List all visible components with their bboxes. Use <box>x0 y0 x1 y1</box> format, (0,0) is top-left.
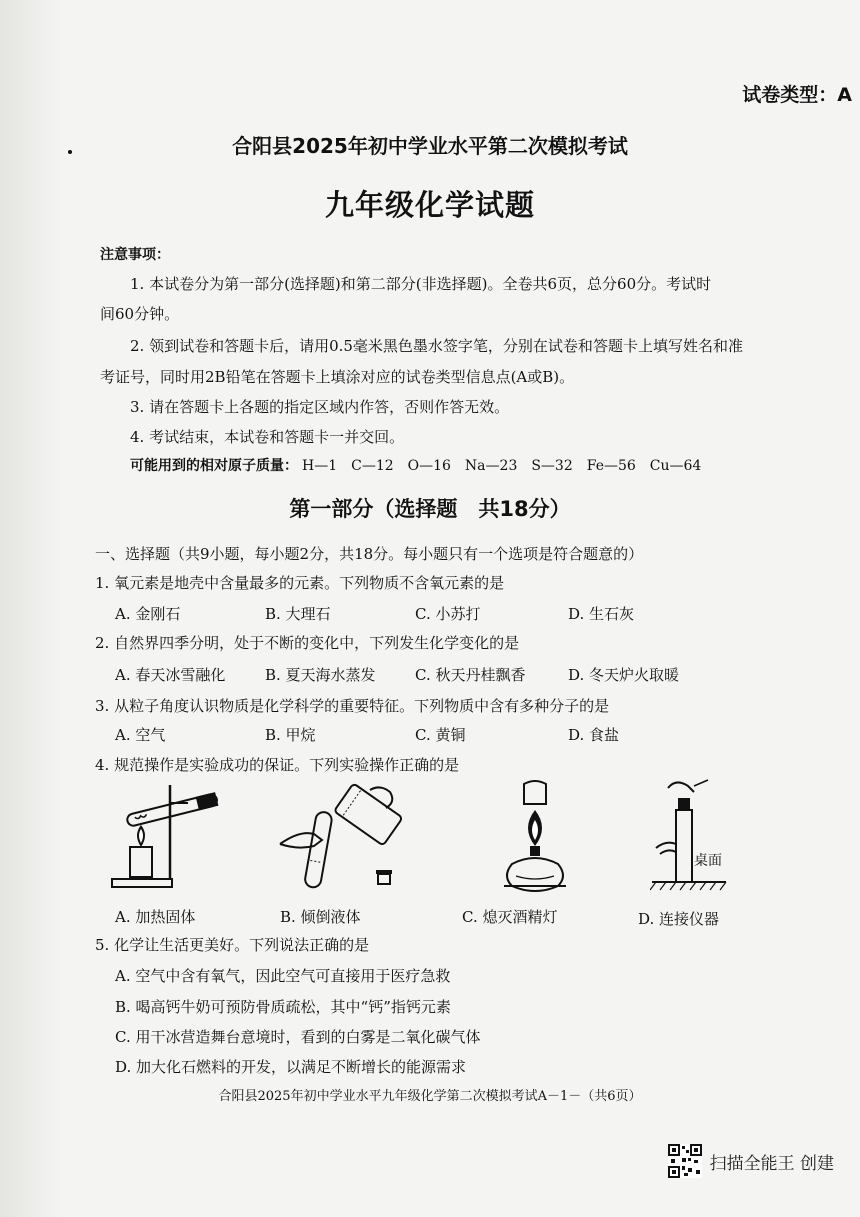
question-3-stem: 3. 从粒子角度认识物质是化学科学的重要特征。下列物质中含有多种分子的是 <box>95 697 610 715</box>
q1-option-b: B. 大理石 <box>265 605 331 623</box>
notice-item-2b: 考证号，同时用2B铅笔在答题卡上填涂对应的试卷类型信息点(A或B)。 <box>100 368 575 386</box>
q1-option-a: A. 金刚石 <box>115 605 181 623</box>
q3-option-b: B. 甲烷 <box>265 726 316 744</box>
notice-item-4: 4. 考试结束，本试卷和答题卡一并交回。 <box>130 428 405 446</box>
q5-option-b: B. 喝高钙牛奶可预防骨质疏松，其中“钙”指钙元素 <box>115 998 451 1016</box>
question-2-stem: 2. 自然界四季分明，处于不断的变化中，下列发生化学变化的是 <box>95 634 520 652</box>
q4-option-d: D. 连接仪器 <box>638 910 720 928</box>
q2-option-b: B. 夏天海水蒸发 <box>265 666 376 684</box>
part1-title: 第一部分（选择题 共18分） <box>289 497 571 521</box>
q1-option-d: D. 生石灰 <box>568 605 635 623</box>
page-footer: 合阳县2025年初中学业水平九年级化学第二次模拟考试A－1－（共6页） <box>218 1089 642 1104</box>
q5-option-c: C. 用干冰营造舞台意境时，看到的白雾是二氧化碳气体 <box>115 1028 481 1046</box>
q2-option-d: D. 冬天炉火取暖 <box>568 666 680 684</box>
notice-item-1a: 1. 本试卷分为第一部分(选择题)和第二部分(非选择题)。全卷共6页，总分60分。考试时 <box>130 275 712 293</box>
q4-option-a: A. 加热固体 <box>115 908 196 926</box>
watermark-text: 扫描全能王 创建 <box>709 1153 834 1174</box>
paper-type: 试卷类型：A <box>742 84 852 106</box>
notice-item-2a: 2. 领到试卷和答题卡后，请用0.5毫米黑色墨水签字笔，分别在试卷和答题卡上填写姓名和准 <box>130 337 743 355</box>
scanner-watermark <box>668 1144 834 1178</box>
question-1-stem: 1. 氧元素是地壳中含量最多的元素。下列物质不含氧元素的是 <box>95 574 505 592</box>
figure-connecting-apparatus <box>650 778 728 896</box>
notice-item-3: 3. 请在答题卡上各题的指定区域内作答，否则作答无效。 <box>130 398 510 416</box>
q3-option-d: D. 食盐 <box>568 726 620 744</box>
q4-option-b: B. 倾倒液体 <box>280 908 361 926</box>
question-4-stem: 4. 规范操作是实验成功的保证。下列实验操作正确的是 <box>95 756 460 774</box>
figure-alcohol-lamp <box>490 780 580 896</box>
notice-item-1b: 间60分钟。 <box>100 305 180 323</box>
q1-option-c: C. 小苏打 <box>415 605 481 623</box>
atomic-mass-values: H—1 C—12 O—16 Na—23 S—32 Fe—56 Cu—64 <box>302 458 702 474</box>
q3-option-a: A. 空气 <box>115 726 166 744</box>
q4-option-c: C. 熄灭酒精灯 <box>462 908 558 926</box>
figure-label-desktop: 桌面 <box>694 853 722 869</box>
subject-title: 九年级化学试题 <box>324 188 535 222</box>
atomic-mass-label: 可能用到的相对原子质量： <box>130 458 298 474</box>
q3-option-c: C. 黄铜 <box>415 726 466 744</box>
q5-option-a: A. 空气中含有氧气，因此空气可直接用于医疗急救 <box>115 967 451 985</box>
q5-option-d: D. 加大化石燃料的开发，以满足不断增长的能源需求 <box>115 1058 467 1076</box>
exam-title: 合阳县2025年初中学业水平第二次模拟考试 <box>232 134 628 158</box>
question-5-stem: 5. 化学让生活更美好。下列说法正确的是 <box>95 936 370 954</box>
q2-option-a: A. 春天冰雪融化 <box>115 666 226 684</box>
section-heading: 一、选择题（共9小题，每小题2分，共18分。每小题只有一个选项是符合题意的） <box>95 545 644 563</box>
figure-pouring-liquid <box>270 782 410 894</box>
qr-code-icon <box>668 1144 702 1178</box>
figure-heating-solid <box>108 775 228 895</box>
notice-heading: 注意事项： <box>100 247 170 263</box>
q2-option-c: C. 秋天丹桂飘香 <box>415 666 526 684</box>
